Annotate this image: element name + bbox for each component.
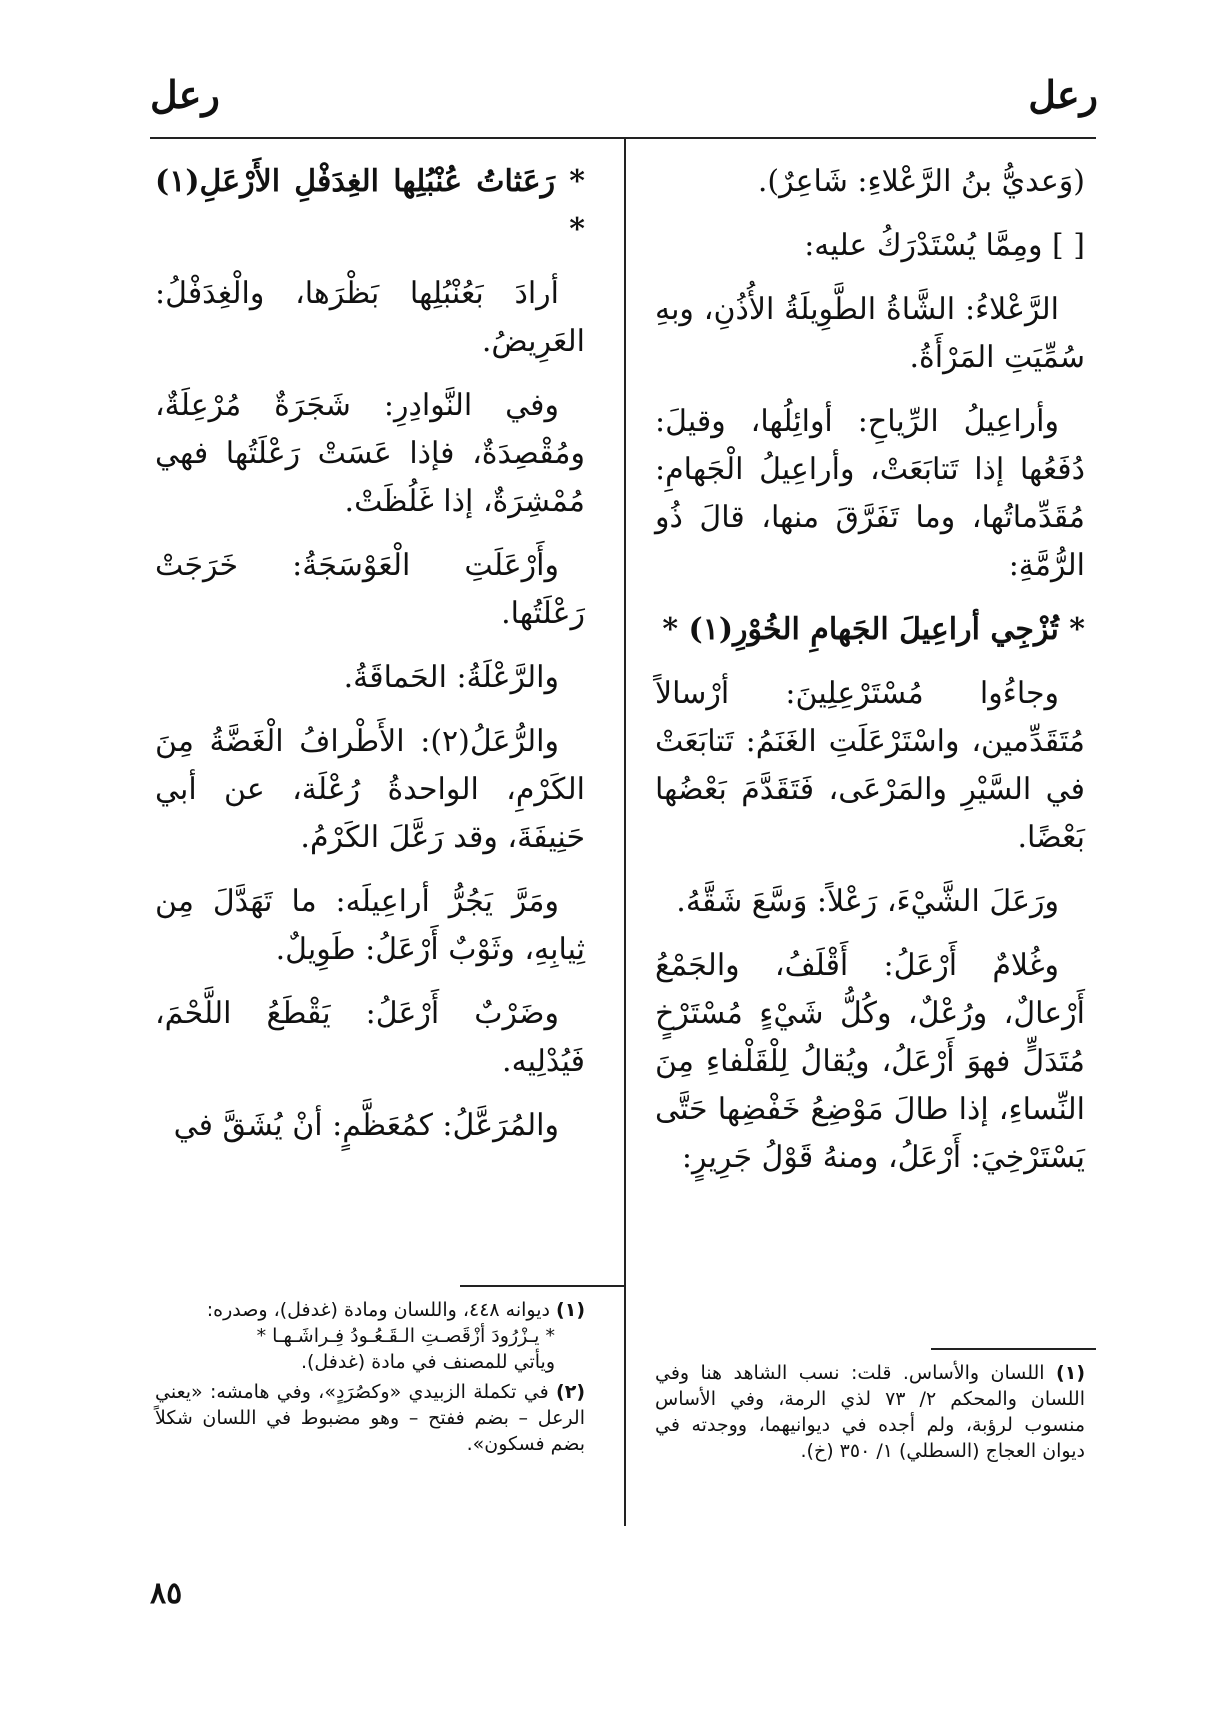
- paragraph: [ ] ومِمَّا يُسْتَدْرَكُ عليه:: [804, 228, 1085, 263]
- footnote-text: اللسان والأساس. قلت: نسب الشاهد هنا وفي اللسان والمحكم ٢/ ٧٣ لذي الرمة، وفي الأساس منسوب لرؤبة، ولم أجده في ديوانيهما، ووجدته في ديوان العجاج (السطلي) ١/ ٣٥٠ (خ).: [655, 1362, 1085, 1462]
- paragraph: وضَرْبٌ أَرْعَلُ: يَقْطَعُ اللَّحْمَ، فَيُدْلِيه.: [155, 996, 585, 1079]
- right-column: [655, 158, 1085, 1198]
- footnote: [155, 1379, 585, 1457]
- footnote-extra: ويأتي للمصنف في مادة (غدفل).: [300, 1351, 555, 1373]
- paragraph: والرَّعْلَةُ: الحَماقَةُ.: [343, 660, 559, 695]
- paragraph: (وَعديُّ بنُ الرَّعْلاءِ: شَاعِرٌ).: [757, 164, 1085, 199]
- column-divider: [624, 139, 626, 1526]
- paragraph: أرادَ بَعُنْبُلِها بَظْرَها، والْغِدَفْلُ: العَرِيضُ.: [155, 276, 585, 359]
- footnote-verse: * يـزْرُودَ أزْقَصـتِ الـقَـعُـودُ فِـراشَـهـا *: [256, 1325, 555, 1347]
- header-rule: [150, 137, 1096, 139]
- paragraph: وفي النَّوادِرِ: شَجَرَةٌ مُرْعِلَةٌ، ومُقْصِدَةٌ، فإذا عَسَتْ رَعْلَتُها فهي مُمْشِرَةٌ، إذا غَلُظَتْ.: [155, 388, 585, 519]
- running-head-right: رعل: [1028, 72, 1098, 117]
- footnotes-right: [655, 1360, 1085, 1468]
- paragraph: وجاءُوا مُسْتَرْعِلِينَ: أرْسالاً مُتَقَدِّمين، واسْتَرْعَلَتِ الغَنَمُ: تَتابَعَتْ في السَّيْرِ والمَرْعَى، فَتَقَدَّمَ بَعْضُها بَعْضًا.: [655, 676, 1085, 855]
- paragraph: ومَرَّ يَجُرُّ أراعِيلَه: ما تَهَدَّلَ مِن ثِيابِهِ، وثَوْبٌ أَرْعَلُ: طَوِيلٌ.: [155, 884, 585, 967]
- footnote-mark: (٢): [556, 1381, 585, 1403]
- paragraph: وغُلامٌ أَرْعَلُ: أَقْلَفُ، والجَمْعُ أَرْعالٌ، ورُعْلٌ، وكُلُّ شَيْءٍ مُسْتَرْخٍ مُتَدَلٍّ فهوَ أَرْعَلُ، ويُقالُ لِلْقَلْفاءِ مِنَ النِّساءِ، إذا طالَ مَوْضِعُ خَفْضِها حَتَّى يَسْتَرْخِيَ: أَرْعَلُ، ومنهُ قَوْلُ جَرِيرٍ:: [655, 948, 1085, 1175]
- footnote: [655, 1360, 1085, 1464]
- verse-line: * رَعَثاتُ عُنْبُلِها الغِدَفْلِ الأَرْعَلِ(١) *: [155, 164, 585, 247]
- footnote-text: ديوانه ٤٤٨، واللسان ومادة (غدفل)، وصدره:: [206, 1299, 550, 1321]
- footnote-rule-left: [460, 1285, 625, 1287]
- verse-line: * تُزْجِي أراعِيلَ الجَهامِ الخُوْرِ(١) *: [662, 612, 1085, 647]
- page-number: ٨٥: [150, 1576, 183, 1611]
- left-column: [155, 158, 585, 1166]
- footnote-text: في تكملة الزبيدي «وكصُرَدٍ»، وفي هامشه: «يعني الرعل – بضم ففتح – وهو مضبوط في اللسان شكلاً بضم فسكون».: [155, 1381, 585, 1455]
- paragraph: وأراعِيلُ الرِّياحِ: أوائِلُها، وقيلَ: دُفَعُها إذا تَتابَعَتْ، وأراعِيلُ الْجَهامِ: مُقَدِّماتُها، وما تَفَرَّقَ منها، قالَ ذُو الرُّمَّةِ:: [655, 404, 1085, 583]
- paragraph: ورَعَلَ الشَّيْءَ، رَعْلاً: وَسَّعَ شَقَّهُ.: [676, 884, 1059, 919]
- paragraph: وأَرْعَلَتِ الْعَوْسَجَةُ: خَرَجَتْ رَعْلَتُها.: [155, 548, 585, 631]
- running-head-left: رعل: [150, 72, 220, 117]
- paragraph: الرَّعْلاءُ: الشَّاةُ الطَّوِيلَةُ الأُذُنِ، وبهِ سُمِّيَتِ المَرْأَةُ.: [655, 292, 1085, 375]
- footnote: [155, 1297, 585, 1375]
- paragraph: والرُّعَلُ(٢): الأَطْرافُ الْغَضَّةُ مِنَ الكَرْمِ، الواحدةُ رُعْلَة، عن أبي حَنِيفَةَ، وقد رَعَّلَ الكَرْمُ.: [155, 724, 585, 855]
- footnote-rule-right: [931, 1348, 1096, 1350]
- paragraph: والمُرَعَّلُ: كمُعَظَّمٍ: أنْ يُشَقَّ في: [173, 1108, 559, 1143]
- footnote-mark: (١): [1056, 1362, 1086, 1384]
- footnotes-left: [155, 1297, 585, 1461]
- footnote-mark: (١): [556, 1299, 585, 1321]
